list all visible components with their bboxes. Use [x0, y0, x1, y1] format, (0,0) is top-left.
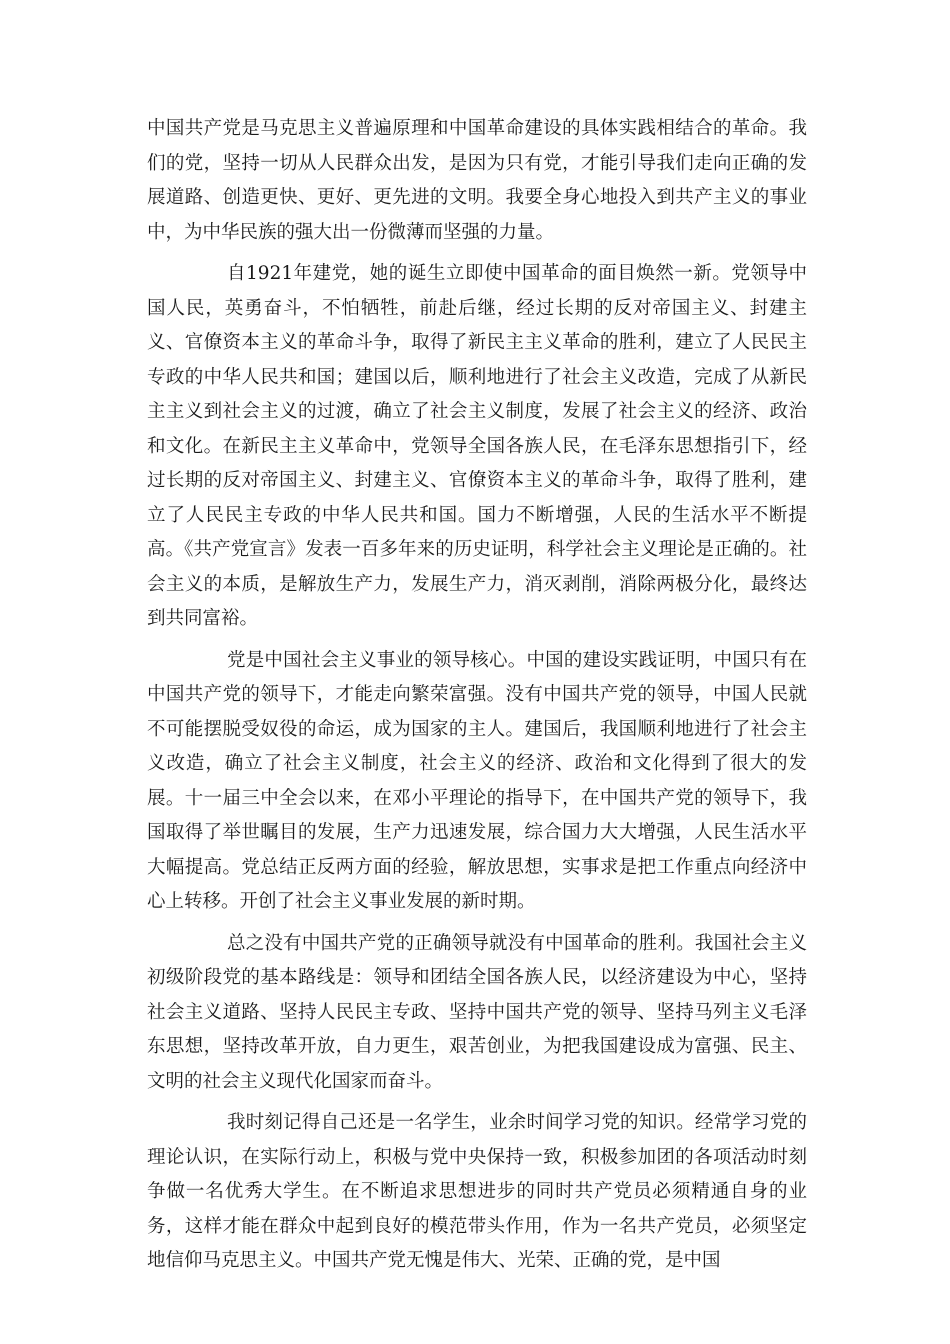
- paragraph-3: 党是中国社会主义事业的领导核心。中国的建设实践证明，中国只有在中国共产党的领导下，才能走向繁荣富强。没有中国共产党的领导，中国人民就不可能摆脱受奴役的命运，成为国家的主人。建国后，我国顺利地进行了社会主义改造，确立了社会主义制度，社会主义的经济、政治和文化得到了很大的发展。十一届三中全会以来，在邓小平理论的指导下，在中国共产党的领导下，我国取得了举世瞩目的发展，生产力迅速发展，综合国力大大增强，人民生活水平大幅提高。党总结正反两方面的经验，解放思想，实事求是把工作重点向经济中心上转移。开创了社会主义事业发展的新时期。: [147, 649, 807, 912]
- paragraph-4: 总之没有中国共产党的正确领导就没有中国革命的胜利。我国社会主义初级阶段党的基本路线是：领导和团结全国各族人民，以经济建设为中心，坚持社会主义道路、坚持人民民主专政、坚持中国共产党的领导、坚持马列主义毛泽东思想，坚持改革开放，自力更生，艰苦创业，为把我国建设成为富强、民主、文明的社会主义现代化国家而奋斗。: [147, 932, 807, 1092]
- document-body: [147, 112, 807, 1286]
- paragraph-2: 自1921年建党，她的诞生立即使中国革命的面目焕然一新。党领导中国人民，英勇奋斗，不怕牺牲，前赴后继，经过长期的反对帝国主义、封建主义、官僚资本主义的革命斗争，取得了新民主主义革命的胜利，建立了人民民主专政的中华人民共和国；建国以后，顺利地进行了社会主义改造，完成了从新民主主义到社会主义的过渡，确立了社会主义制度，发展了社会主义的经济、政治和文化。在新民主主义革命中，党领导全国各族人民，在毛泽东思想指引下，经过长期的反对帝国主义、封建主义、官僚资本主义的革命斗争，取得了胜利，建立了人民民主专政的中华人民共和国。国力不断增强，人民的生活水平不断提高。《共产党宣言》发表一百多年来的历史证明，科学社会主义理论是正确的。社会主义的本质，是解放生产力，发展生产力，消灭剥削，消除两极分化，最终达到共同富裕。: [147, 263, 807, 629]
- paragraph-5: 我时刻记得自己还是一名学生，业余时间学习党的知识。经常学习党的理论认识，在实际行动上，积极与党中央保持一致，积极参加团的各项活动时刻争做一名优秀大学生。在不断追求思想进步的同时共产党员必须精通自身的业务，这样才能在群众中起到良好的模范带头作用，作为一名共产党员，必须坚定地信仰马克思主义。中国共产党无愧是伟大、光荣、正确的党，是中国: [147, 1112, 807, 1271]
- paragraph-1: 中国共产党是马克思主义普遍原理和中国革命建设的具体实践相结合的革命。我们的党，坚持一切从人民群众出发，是因为只有党，才能引导我们走向正确的发展道路、创造更快、更好、更先进的文明。我要全身心地投入到共产主义的事业中，为中华民族的强大出一份微薄而坚强的力量。: [147, 118, 807, 243]
